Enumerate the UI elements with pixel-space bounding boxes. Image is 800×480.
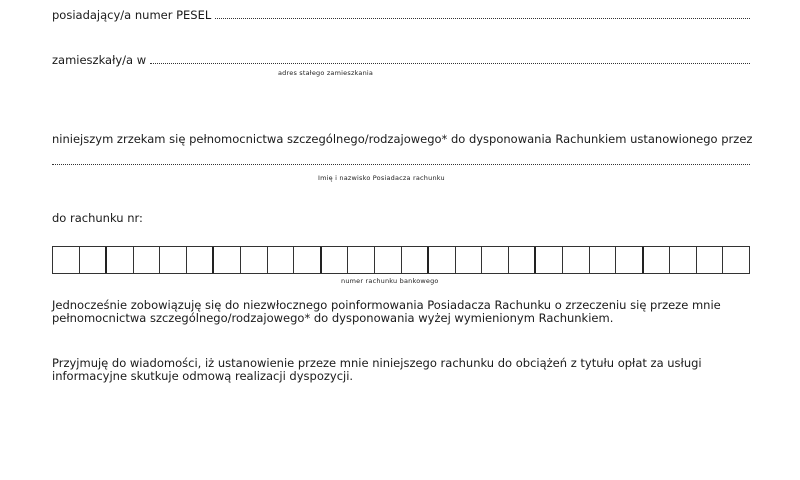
account-digit-box[interactable] <box>80 247 108 273</box>
account-digit-box[interactable] <box>563 247 590 273</box>
holder-field[interactable] <box>52 163 750 165</box>
holder-row <box>52 163 750 168</box>
account-label: do rachunku nr: <box>52 211 143 225</box>
account-digit-box[interactable] <box>456 247 483 273</box>
address-row <box>52 53 750 67</box>
account-digit-box[interactable] <box>187 247 215 273</box>
account-digit-box[interactable] <box>160 247 187 273</box>
paragraph-notification-line-2: pełnomocnictwa szczególnego/rodzajowego* do dysponowania wyżej wymienionym Rachunkiem. <box>52 310 614 325</box>
account-digit-box[interactable] <box>107 247 134 273</box>
pesel-row <box>52 8 750 22</box>
account-digit-box[interactable] <box>644 247 671 273</box>
account-digit-box[interactable] <box>429 247 456 273</box>
paragraph-acknowledgement-line-1: Przyjmuję do wiadomości, iż ustanowienie przeze mnie niniejszego rachunku do obciążeń z tytułu opłat za usługi <box>52 356 702 370</box>
account-digit-box[interactable] <box>348 247 375 273</box>
account-digit-box[interactable] <box>53 247 80 273</box>
account-digit-box[interactable] <box>375 247 402 273</box>
account-digit-box[interactable] <box>268 247 295 273</box>
paragraph-notification <box>52 299 752 324</box>
account-digit-box[interactable] <box>616 247 644 273</box>
address-field[interactable] <box>150 62 750 64</box>
account-digit-box[interactable] <box>241 247 268 273</box>
account-digit-box[interactable] <box>482 247 509 273</box>
paragraph-acknowledgement-line-2: informacyjne skutkuje odmową realizacji dyspozycji. <box>52 368 354 383</box>
account-digit-box[interactable] <box>723 247 749 273</box>
pesel-label: posiadający/a numer PESEL <box>52 8 212 22</box>
paragraph-notification-line-1: Jednocześnie zobowiązuję się do niezwłocznego poinformowania Posiadacza Rachunku o zrzeczeniu się przeze mnie <box>52 298 721 312</box>
account-digit-box[interactable] <box>322 247 349 273</box>
account-digit-box[interactable] <box>294 247 322 273</box>
address-caption: adres stałego zamieszkania <box>278 69 374 77</box>
account-digit-box[interactable] <box>697 247 724 273</box>
account-digit-box[interactable] <box>670 247 697 273</box>
account-digit-box[interactable] <box>536 247 563 273</box>
holder-caption: Imię i nazwisko Posiadacza rachunku <box>318 174 445 182</box>
account-digit-box[interactable] <box>509 247 537 273</box>
account-digit-box[interactable] <box>402 247 430 273</box>
account-digit-box[interactable] <box>134 247 161 273</box>
account-caption: numer rachunku bankowego <box>341 277 439 285</box>
account-digit-box[interactable] <box>590 247 617 273</box>
account-number-boxes[interactable] <box>52 246 750 274</box>
account-digit-box[interactable] <box>214 247 241 273</box>
address-label: zamieszkały/a w <box>52 53 147 67</box>
pesel-field[interactable] <box>215 17 750 19</box>
statement-text: niniejszym zrzekam się pełnomocnictwa szczególnego/rodzajowego* do dysponowania Rachunkiem ustanowionego przez <box>52 132 753 146</box>
paragraph-acknowledgement <box>52 357 752 382</box>
